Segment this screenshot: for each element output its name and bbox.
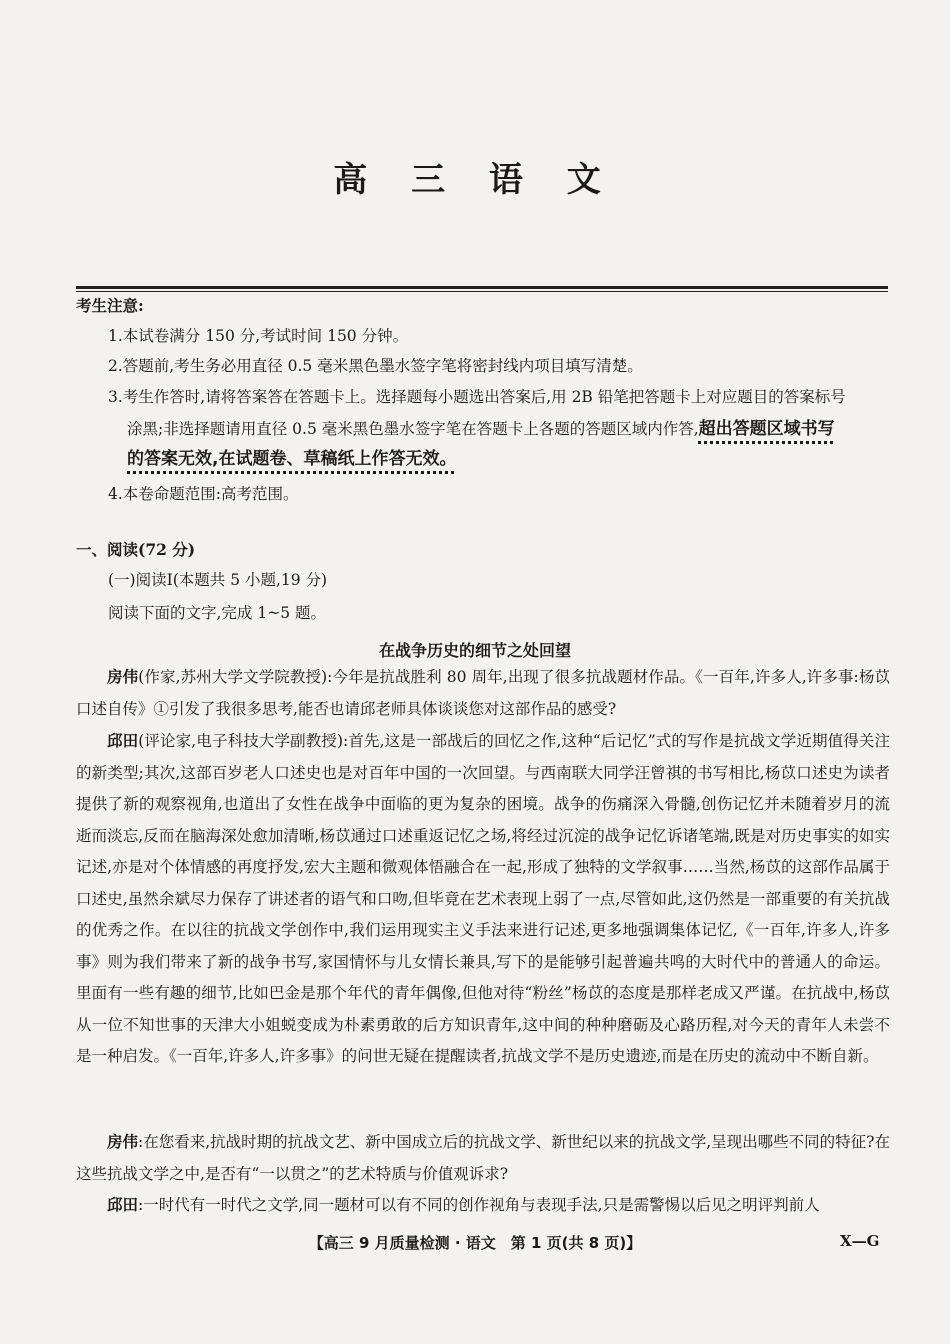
notice-item-3-cont — [127, 419, 835, 439]
divider-thick — [76, 286, 888, 289]
speaker-name: 房伟 — [107, 668, 139, 686]
article-title: 在战争历史的细节之处回望 — [378, 641, 571, 660]
footer-code: X—G — [840, 1232, 880, 1250]
paragraph-text: :一时代有一时代之文学,同一题材可以有不同的创作视角与表现手法,只是需警惕以后见之明评判前人 — [138, 1196, 820, 1214]
notice-item-3-text: 涂黑;非选择题请用直径 0.5 毫米黑色墨水签字笔在答题卡上各题的答题区域内作答, — [127, 420, 699, 438]
notice-item-4: 4.本卷命题范围:高考范围。 — [108, 485, 299, 503]
notice-heading: 考生注意: — [76, 296, 144, 315]
article-paragraph-2 — [76, 726, 890, 1073]
divider-thin — [76, 291, 888, 292]
reading-instruction: 阅读下面的文字,完成 1~5 题。 — [108, 604, 326, 622]
article-paragraph-1 — [76, 662, 890, 725]
speaker-name: 邱田 — [107, 732, 139, 750]
notice-item-2: 2.答题前,考生务必用直径 0.5 毫米黑色墨水签字笔将密封线内项目填写清楚。 — [108, 357, 643, 375]
subsection-heading: (一)阅读Ⅰ(本题共 5 小题,19 分) — [108, 571, 328, 589]
speaker-name: 房伟 — [107, 1133, 139, 1151]
article-paragraph-4 — [76, 1190, 890, 1222]
article-paragraph-3 — [76, 1127, 890, 1190]
notice-item-1: 1.本试卷满分 150 分,考试时间 150 分钟。 — [108, 327, 409, 345]
notice-emphasis-line — [127, 449, 456, 469]
notice-emphasis-1: 超出答题区域书写 — [698, 419, 835, 439]
paragraph-text: (评论家,电子科技大学副教授):首先,这是一部战后的回忆之作,这种“后记忆”式的写作是抗战文学近期值得关注的新类型;其次,这部百岁老人口述史也是对百年中国的一次回望。与西南联大同学汪曾祺的书写相比,杨苡口述史为读者提供了新的观察视角,也道出了女性在战争中面临的更为复杂的困境。战争的伤痛深入骨髓,创伤记忆并未随着岁月的流逝而淡忘,反而在脑海深处愈加清晰,杨苡通过口述重返记忆之场,将经过沉淀的战争记忆诉诸笔端,既是对历史事实的如实记述,亦是对个体情感的再度抒发,宏大主题和微观体悟融合在一起,形成了独特的文学叙事……当然,杨苡的这部作品属于口述史,虽然余斌尽力保存了讲述者的语气和口吻,但毕竟在艺术表现上弱了一点,尽管如此,这仍然是一部重要的有关抗战的优秀之作。在以往的抗战文学创作中,我们运用现实主义手法来进行记述,更多地强调集体记忆,《一百年,许多人,许多事》则为我们带来了新的战争书写,家国情怀与儿女情长兼具,写下的是能够引起普遍共鸣的大时代中的普通人的命运。里面有一些有趣的细节,比如巴金是那个年代的青年偶像,但他对待“粉丝”杨苡的态度是那样老成又严谨。在抗战中,杨苡从一位不知世事的天津大小姐蜕变成为朴素勇敢的后方知识青年,这中间的种种磨砺及心路历程,对今天的青年人未尝不是一种启发。《一百年,许多人,许多事》的问世无疑在提醒读者,抗战文学不是历史遗迹,而是在历史的流动中不断自新。 — [76, 732, 890, 1065]
speaker-name: 邱田 — [107, 1196, 139, 1214]
page-title: 高 三 语 文 — [333, 160, 617, 200]
paragraph-text: :在您看来,抗战时期的抗战文艺、新中国成立后的抗战文学、新世纪以来的抗战文学,呈现出哪些不同的特征?在这些抗战文学之中,是否有“一以贯之”的艺术特质与价值观诉求? — [76, 1133, 890, 1183]
paragraph-text: (作家,苏州大学文学院教授):今年是抗战胜利 80 周年,出现了很多抗战题材作品。《一百年,许多人,许多事:杨苡口述自传》①引发了我很多思考,能否也请邱老师具体谈谈您对这部作品的感受? — [76, 668, 890, 718]
page-footer: 【高三 9 月质量检测 · 语文 第 1 页(共 8 页)】 — [308, 1234, 642, 1252]
notice-emphasis-2: 的答案无效,在试题卷、草稿纸上作答无效。 — [127, 449, 457, 469]
notice-item-3: 3.考生作答时,请将答案答在答题卡上。选择题每小题选出答案后,用 2B 铅笔把答题卡上对应题目的答案标号 — [108, 388, 846, 406]
section-heading: 一、阅读(72 分) — [76, 540, 196, 559]
